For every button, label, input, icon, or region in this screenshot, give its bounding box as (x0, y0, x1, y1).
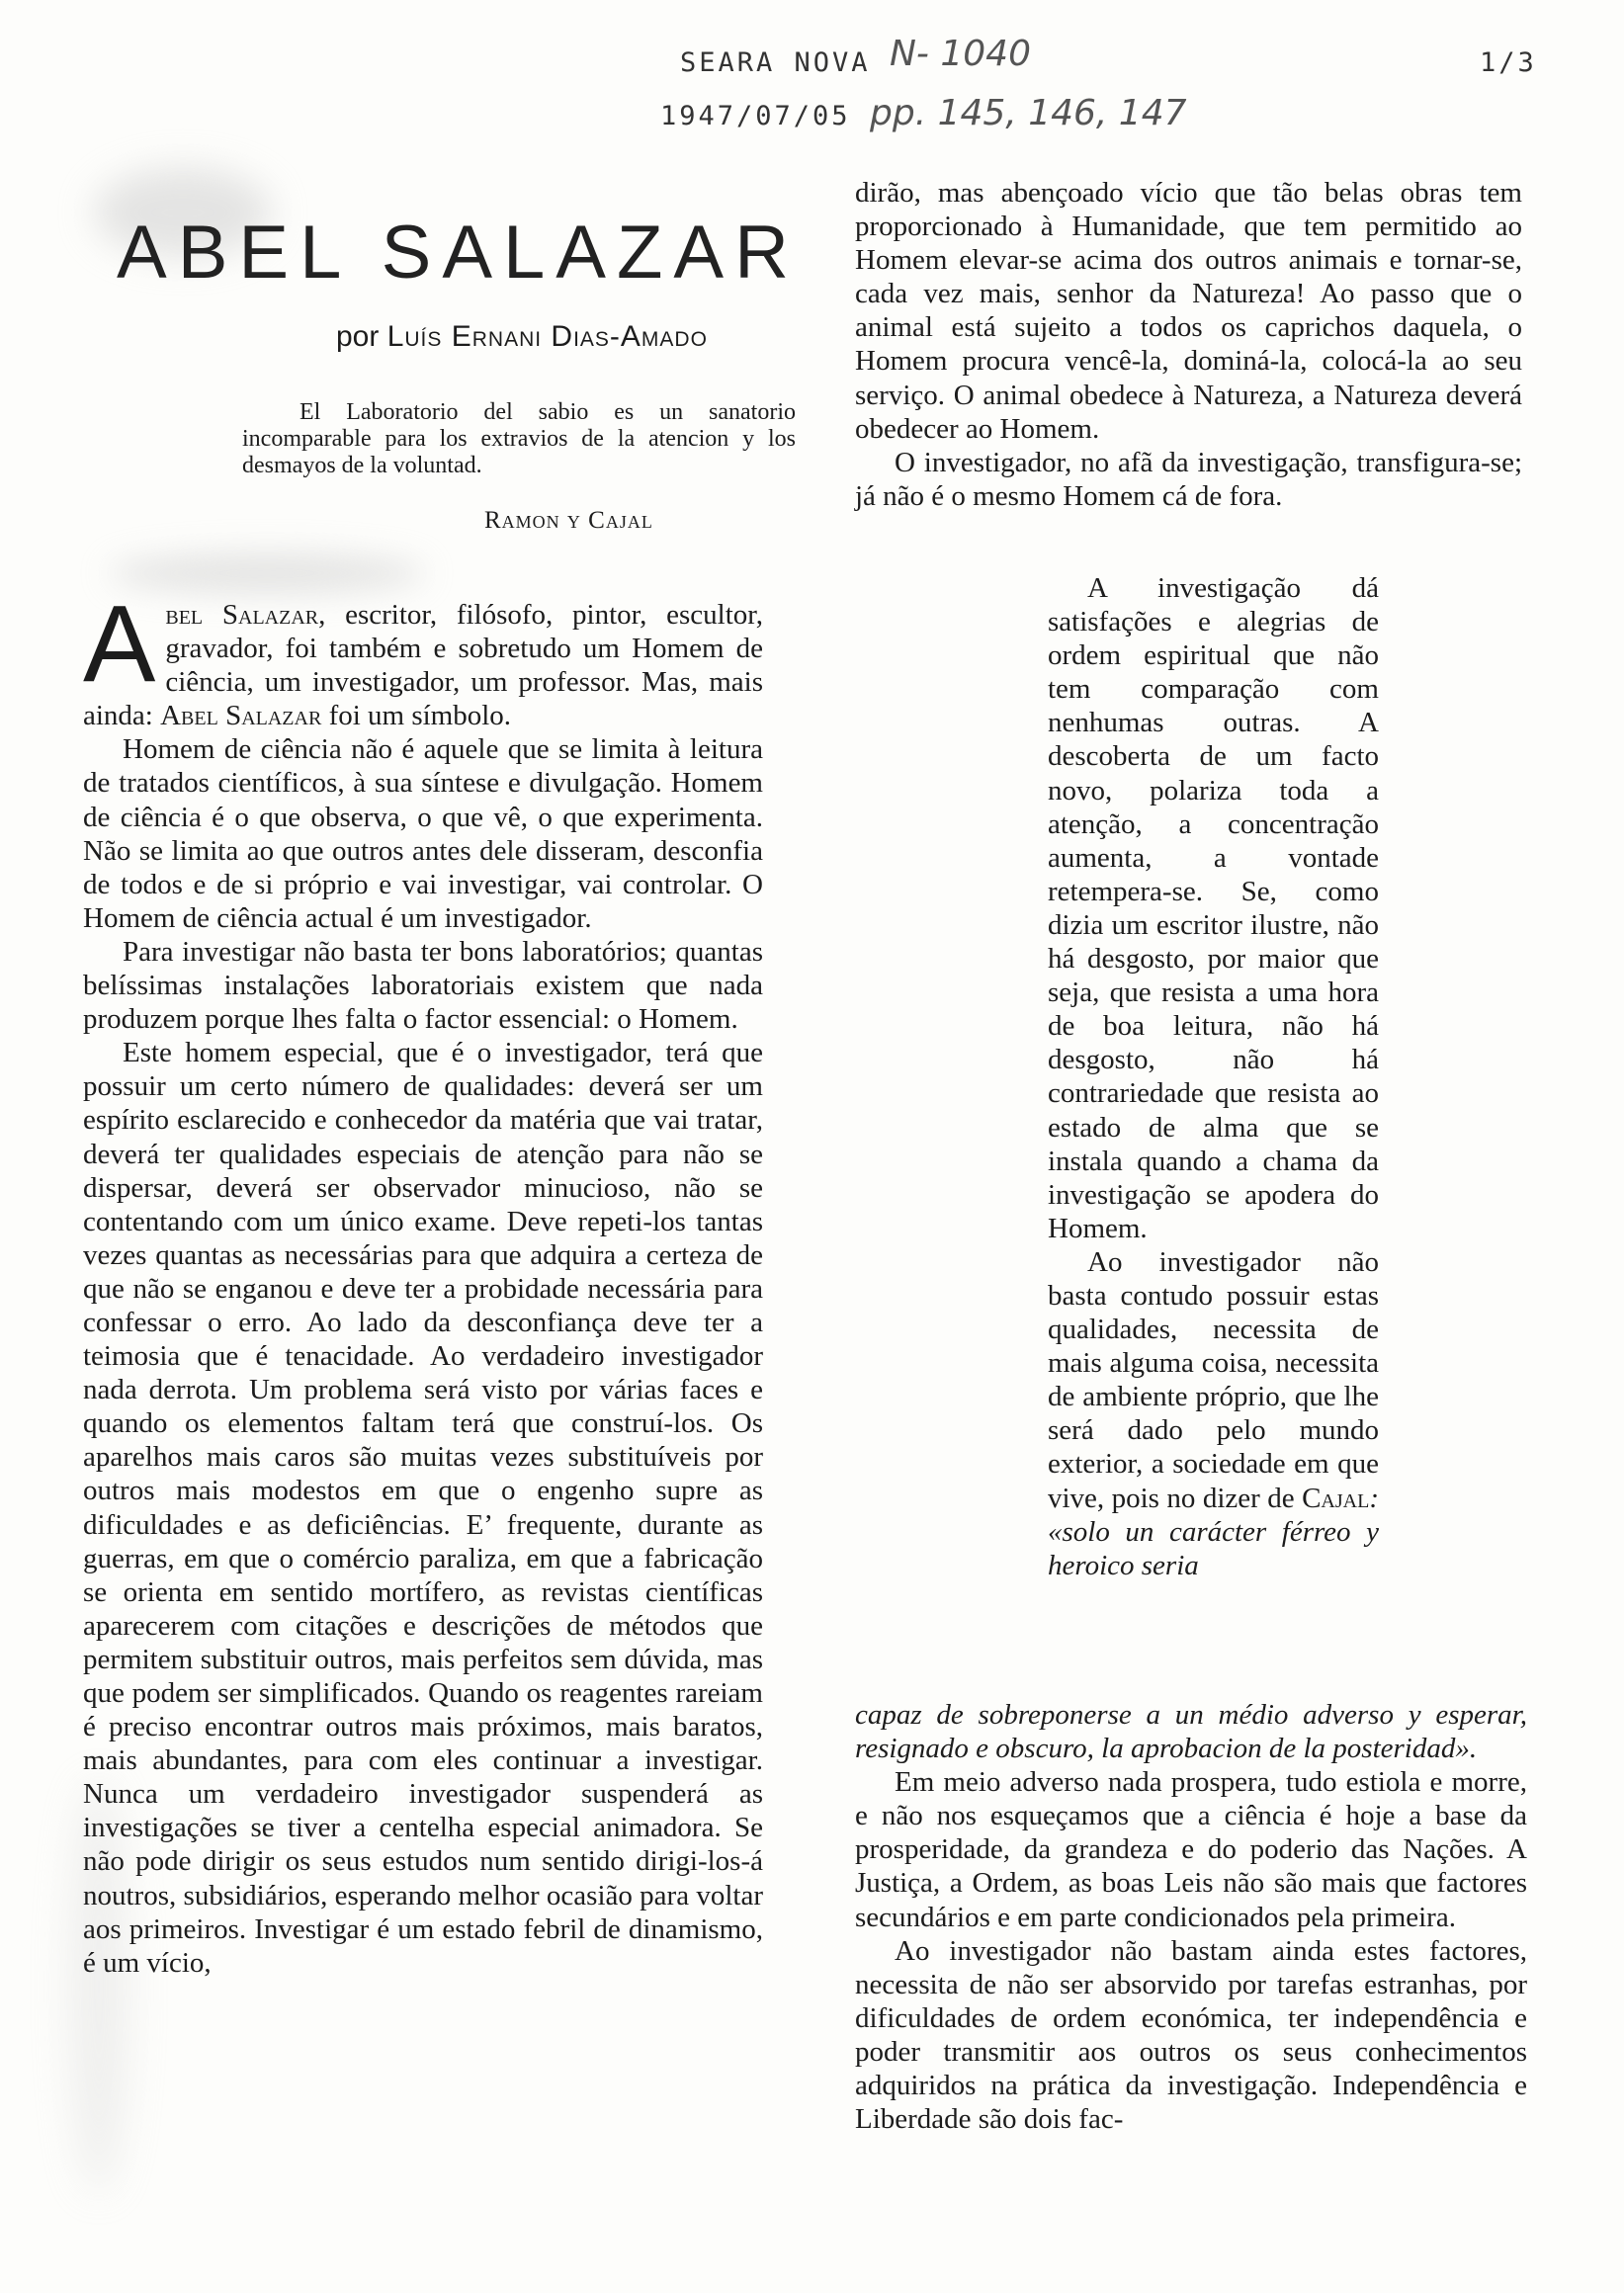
epigraph-author: Ramon y Cajal (484, 507, 653, 534)
right-column-bottom (855, 1698, 1527, 2136)
publication-name: SEARA NOVA (680, 47, 871, 78)
paragraph: Ao investigador não basta contudo possuir estas qualidades, necessita de mais alguma coisa, necessita de ambiente próprio, que lhe será dado pelo mundo exterior, a sociedade em que vive, pois no dizer de Cajal: «solo un carácter férreo y heroico seria (1048, 1245, 1379, 1581)
paragraph: Para investigar não basta ter bons laboratórios; quantas belíssimas instalações laboratoriais existem que nada produzem porque lhes falta o factor essencial: o Homem. (83, 935, 763, 1036)
scan-noise (109, 553, 425, 593)
paragraph: Homem de ciência não é aquele que se limita à leitura de tratados científicos, à sua síntese e divulgação. Homem de ciência é o que observa, o que vê, o que experimenta. Não se limita ao que outros antes dele disseram, desconfia de todos e de si próprio e vai investigar, vai controlar. O Homem de ciência actual é um investigador. (83, 733, 763, 934)
paragraph: Ao investigador não bastam ainda estes factores, necessita de não ser absorvido por tarefas estranhas, por dificuldades de ordem económica, ter independência e poder transmitir aos outros os seus conhecimentos adquiridos na prática da investigação. Independência e Liberdade são dois fac- (855, 1934, 1527, 2136)
right-column-narrow (1048, 571, 1379, 1582)
byline-author: Luís Ernani Dias-Amado (386, 320, 708, 353)
paragraph: dirão, mas abençoado vício que tão belas obras tem proporcionado à Humanidade, que tem permitido ao Homem elevar-se acima dos outros animais e tornar-se, cada vez mais, senhor da Natureza! Ao passo que o animal está sujeito a todos os caprichos daquela, o Homem procura vencê-la, dominá-la, colocá-la ao seu serviço. O animal obedece à Natureza, a Natureza deverá obedecer ao Homem. (855, 177, 1522, 445)
paragraph: O investigador, no afã da investigação, transfigura-se; já não é o mesmo Homem cá de fora. (855, 446, 1522, 512)
epigraph: El Laboratorio del sabio es un sanatorio incomparable para los extravios de la atencion y los desmayos de la voluntad. (242, 399, 796, 478)
paragraph: Este homem especial, que é o investigador, terá que possuir um certo número de qualidades: deverá ser um espírito esclarecido e conhecedor da matéria que vai tratar, deverá ter qualidades especiais de atenção para não se dispersar, deverá ser observador minucioso, não se contentando com um único exame. Deve repeti-los tantas vezes quantas as necessárias para que adquira a certeza de que não se enganou e deve ter a probidade necessária para confessar o erro. Ao lado da desconfiança deve ter a teimosia que é tenacidade. Ao verdadeiro investigador nada derrota. Um problema será visto por várias faces e quando os elementos faltam terá que construí-los. Os aparelhos mais caros são muitas vezes substituíveis por outros mais modestos em que o engenho supre as dificuldades e as deficiências. E’ frequente, durante as guerras, em que o comércio paraliza, em que a fabricação se orienta em sentido mortífero, as revistas científicas aparecerem com citações e descrições de métodos que permitem substituir outros, mais perfeitos sem dúvida, mas que podem ser simplificados. Quando os reagentes rareiam é preciso encontrar outros mais próximos, mais baratos, mais abundantes, para com eles continuar a investigar. Nunca um verdadeiro investigador suspenderá as investigações se tiver a centelha especial animadora. Se não pode dirigir os seus estudos num sentido dirigi-los-á noutros, subsidiários, esperando melhor ocasião para voltar aos primeiros. Investigar é um estado febril de dinamismo, é um vício, (83, 1037, 763, 1979)
byline (336, 320, 708, 354)
left-column (83, 583, 763, 1980)
paragraph-intro: Abel Salazar, escritor, filósofo, pintor, escultor, gravador, foi também e sobretudo um Homem de ciência, um investigador, um professor. Mas, mais ainda: Abel Salazar foi um símbolo. (83, 583, 763, 732)
handwritten-issue-number: N- 1040 (890, 34, 1031, 74)
paragraph: A investigação dá satisfações e alegrias de ordem espiritual que não tem comparação com nenhumas outras. A descoberta de um facto novo, polariza toda a atenção, a concentração aumenta, a vontade retempera-se. Se, como dizia um escritor ilustre, não há desgosto, por maior que seja, que resista a uma hora de boa leitura, não há desgosto, não há contrariedade que resista ao estado de alma que se instala quando a chama da investigação se apodera do Homem. (1048, 572, 1379, 1244)
page-count: 1/3 (1480, 47, 1537, 78)
drop-cap: A (83, 583, 156, 705)
right-column-top (855, 176, 1522, 513)
article-title: ABEL SALAZAR (117, 211, 800, 295)
paragraph: Em meio adverso nada prospera, tudo estiola e morre, e não nos esqueçamos que a ciência é hoje a base da prosperidade, da grandeza e do poderio das Nações. A Justiça, a Ordem, as boas Leis não são mais que factores secundários e em parte condicionados pela primeira. (855, 1766, 1527, 1933)
byline-prefix: por (336, 320, 380, 353)
quote-continuation: capaz de sobreponerse a un médio adverso y esperar, resignado e obscuro, la aprobacion de la posteridad». (855, 1699, 1527, 1765)
publication-date: 1947/07/05 (660, 101, 851, 131)
handwritten-pages: pp. 145, 146, 147 (870, 93, 1187, 133)
